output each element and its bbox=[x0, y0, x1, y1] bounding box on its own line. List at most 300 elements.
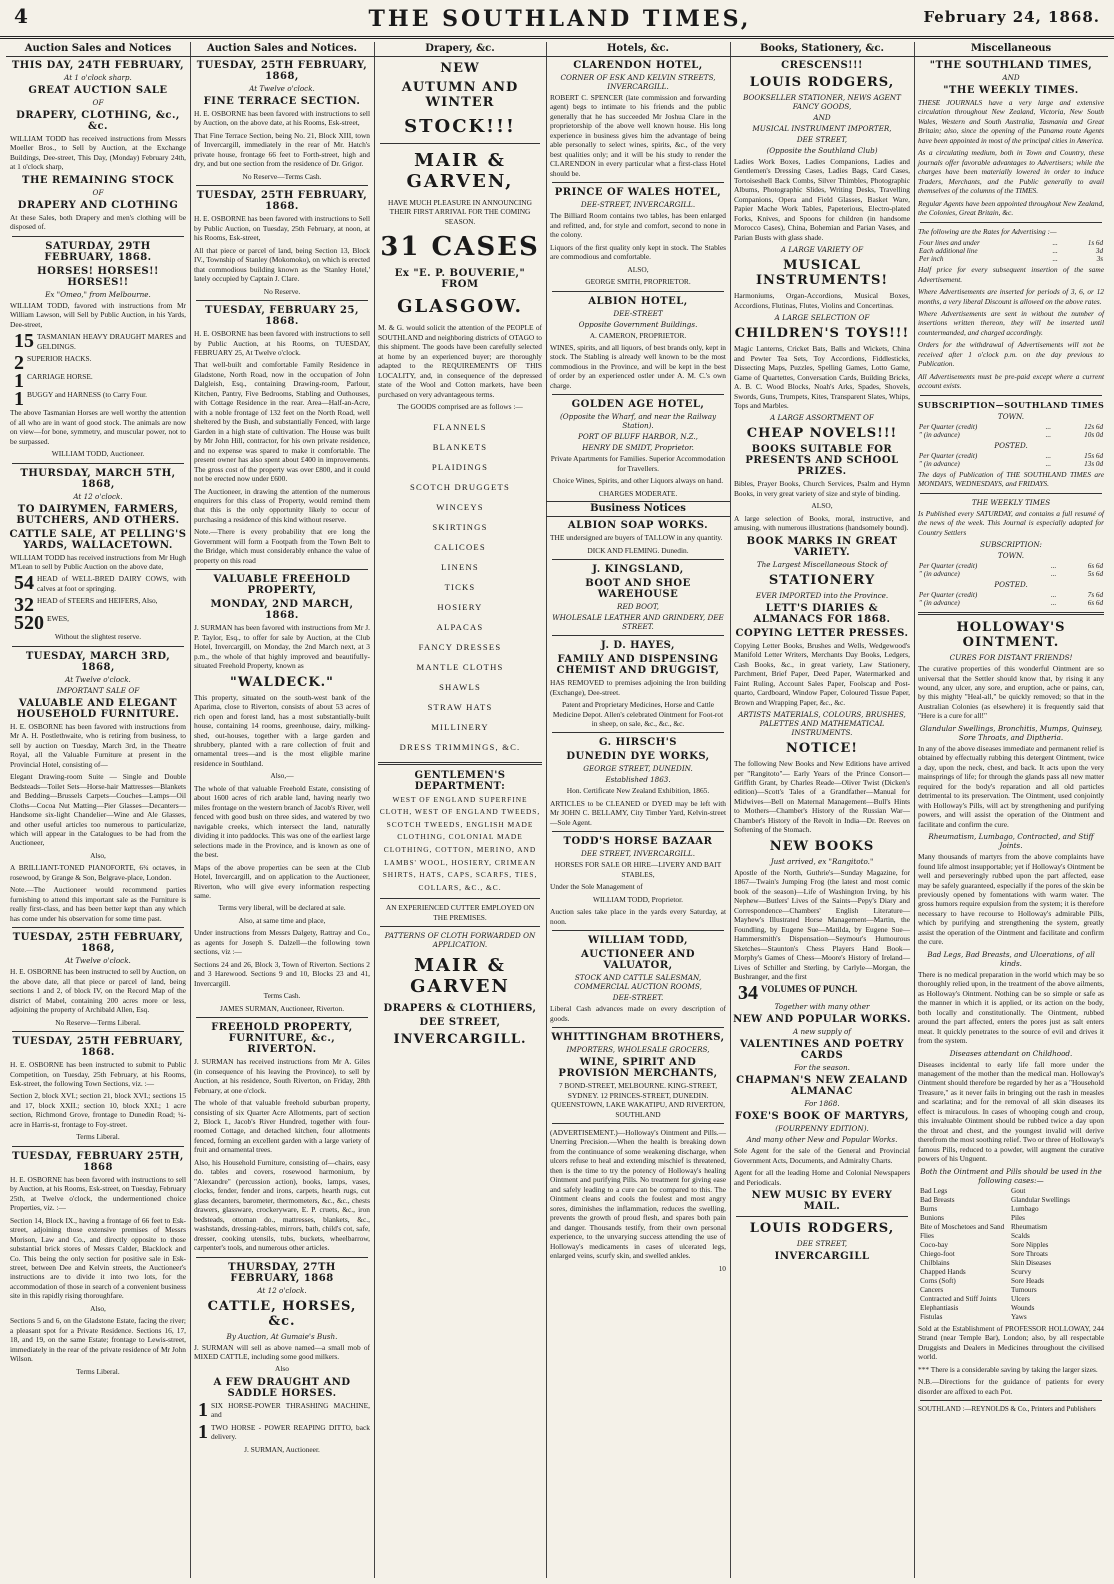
ailments-column bbox=[1011, 1187, 1102, 1322]
ad-terms: CHARGES MODERATE. bbox=[598, 488, 678, 498]
ad-heading: DRAPERY AND CLOTHING bbox=[17, 199, 179, 211]
ad-note: Note.—There is every probability that ere long the Government will form a Footpath from the Town Belt to the Bridge, which must considerably enhance the value of property on this road bbox=[194, 527, 370, 565]
ad-terms: Terms very liberal, will be declared at sale. bbox=[218, 903, 346, 913]
subscription-table bbox=[918, 562, 1104, 578]
ad-heading: NEW bbox=[440, 61, 480, 76]
column-books bbox=[730, 42, 915, 1578]
ad-time: At 12 o'clock. bbox=[257, 1285, 307, 1295]
goods-item: PLAIDINGS bbox=[431, 461, 489, 472]
ad-heading: GOLDEN AGE HOTEL, bbox=[571, 399, 705, 411]
ailment-item: Chiego-foot bbox=[920, 1249, 955, 1258]
ad-text: POSTED. bbox=[994, 580, 1028, 590]
ad-heading: TODD'S HORSE BAZAAR bbox=[563, 836, 713, 848]
table-cell: ... bbox=[1050, 599, 1057, 608]
ad-text: A new supply of bbox=[793, 1027, 851, 1037]
lot-count: 2 bbox=[14, 352, 24, 375]
ad-heading: VALENTINES AND POETRY CARDS bbox=[739, 1039, 905, 1062]
table-row bbox=[918, 452, 1104, 460]
ad-date: TUESDAY, 25TH FEBRUARY, 1868. bbox=[12, 1036, 184, 1059]
ad-heading: A FEW DRAUGHT AND SADDLE HORSES. bbox=[213, 1376, 351, 1399]
ad-heading: WHITTINGHAM BROTHERS, bbox=[551, 1032, 725, 1044]
table-cell: " (in advance) bbox=[918, 599, 960, 608]
lot-count: 34 bbox=[738, 982, 758, 1005]
ad-signature: WILLIAM TODD, Proprietor. bbox=[592, 894, 684, 904]
divider bbox=[12, 927, 184, 928]
ad-body: H. E. OSBORNE has been instructed to sell by Auction, on the above date, all that piece or parcel of land, being sections 1 and 2, of block IV, on the Record Map of the district of Mabel, containing 200 acres more or less, adjoining the property of Archibald Allen, Esq. bbox=[10, 967, 186, 1015]
lot-count: 15 bbox=[14, 330, 34, 353]
table-row bbox=[918, 255, 1104, 263]
ad-text: DRAPERS & CLOTHIERS, bbox=[383, 1003, 537, 1015]
ad-body: Auction sales take place in the yards every Saturday, at noon. bbox=[550, 907, 726, 926]
ad-body: Under the Sole Management of bbox=[550, 882, 643, 892]
divider bbox=[552, 394, 724, 395]
ailment-item: Bad Legs bbox=[920, 1186, 948, 1195]
ad-text: EVER IMPORTED into the Province. bbox=[755, 590, 889, 600]
table-cell: ... bbox=[1045, 430, 1051, 439]
ad-body: Half price for every subsequent insertion of the same Advertisement. bbox=[918, 265, 1104, 284]
ad-body: There is no medical preparation in the world which may be so thoroughly relied upon, in the treatment of the above ailments, as Holloway's Ointment. Nothing can be so simple or safe as the manner in which it is applied, or its action on the body, both locally and constitutionally. The Ointment, rubbed around the part affected, enters the pores just as salt enters meat. It quickly penetrates to the source of evil and drives it from the system. bbox=[918, 969, 1104, 1046]
ad-time: At Twelve o'clock. bbox=[65, 956, 131, 966]
ad-body: All Advertisements must be pre-paid except where a current account exists. bbox=[918, 371, 1104, 391]
lot-desc: HEAD of STEERS and HEIFERS, Also, bbox=[37, 596, 158, 606]
ad-body: Where Advertisements are inserted for periods of 3, 6, or 12 months, a very liberal Discount is allowed on the above rates. bbox=[918, 287, 1104, 306]
ad-text: The Largest Miscellaneous Stock of bbox=[756, 559, 888, 569]
ad-body: HAS REMOVED to premises adjoining the Iron building (Exchange), Dee-street. bbox=[550, 678, 726, 697]
ailment-item: Tumours bbox=[1011, 1285, 1037, 1294]
column-header: Books, Stationery, &c. bbox=[730, 42, 914, 57]
table-cell: ... bbox=[1045, 451, 1051, 460]
ad-body: J. SURMAN has received instructions from Mr A. Giles (in consequence of his leaving the Province), to sell by Auction, at his residence, South Riverton, on Friday, 28th February, at one o'clock. bbox=[194, 1057, 370, 1095]
ad-signature: GEORGE SMITH, PROPRIETOR. bbox=[585, 277, 691, 287]
ad-body: The Auctioneer, in drawing the attention of the numerous enquirers for this class of Property, would remind them that this is the only opportunity likely to occur of purchasing a residence of this kind without reserve. bbox=[194, 486, 370, 524]
ad-body: Maps of the above properties can be seen at the Club Hotel, Invercargill, and on application to the Auctioneer, Riverton, who will give every information respecting same. bbox=[194, 862, 370, 900]
divider bbox=[920, 493, 1102, 494]
lot-desc: EWES, bbox=[47, 614, 69, 624]
ad-heading: INVERCARGILL bbox=[774, 1251, 870, 1263]
divider bbox=[552, 635, 724, 636]
table-cell: Four lines and under bbox=[918, 239, 980, 248]
ad-time: At 12 o'clock. bbox=[73, 491, 123, 501]
ailment-item: Sore Heads bbox=[1011, 1276, 1044, 1285]
ad-text: DEE-STREET, INVERCARGILL. bbox=[580, 200, 696, 210]
ailment-item: Cancers bbox=[920, 1285, 944, 1294]
divider bbox=[12, 1031, 184, 1032]
ad-text: MUSICAL INSTRUMENT IMPORTER, bbox=[752, 124, 892, 133]
divider bbox=[380, 898, 540, 899]
divider bbox=[552, 1123, 724, 1124]
divider bbox=[196, 185, 368, 186]
ad-time: At Twelve o'clock. bbox=[249, 84, 315, 93]
ad-text: AND bbox=[813, 113, 831, 122]
property-name: "WALDECK." bbox=[230, 674, 334, 690]
ad-heading: NEW BOOKS bbox=[769, 838, 875, 854]
ad-heading: LETT'S DIARIES & ALMANACS FOR 1868. bbox=[753, 602, 891, 625]
table-cell: " (in advance) bbox=[918, 570, 960, 579]
ad-text: IMPORTERS, WHOLESALE GROCERS, bbox=[566, 1045, 710, 1055]
ad-heading: COPYING LETTER PRESSES. bbox=[735, 627, 909, 639]
ad-heading: TO DAIRYMEN, FARMERS, BUTCHERS, AND OTHERS. bbox=[16, 503, 180, 526]
column-header: Hotels, &c. bbox=[546, 42, 730, 57]
ad-heading: FOXE'S BOOK OF MARTYRS, bbox=[734, 1111, 909, 1123]
ad-signature: JAMES SURMAN, Auctioneer, Riverton. bbox=[219, 1003, 345, 1013]
ad-text: CURES FOR DISTANT FRIENDS! bbox=[949, 653, 1073, 663]
ad-body: H. E. OSBORNE has been favored with instructions from Mr A. H. Postlethwaite, who is retiring from business, to sell by auction on Tuesday, March 3rd, in the Theatre Royal, all the Valuable Furniture at present in the Provincial Hotel, consisting of— bbox=[10, 721, 186, 769]
ad-list: Section 2, block XVI.; section 21, block XVI.; sections 15 and 17, block XXII.; section 10, block XXI.; 1 acre section, Richmond Grove, frontage to Dunedin Road; ¼-acre in Harris-st, frontage to Foy-street. bbox=[10, 1091, 186, 1129]
ad-body: The following New Books and New Editions have arrived per "Rangitoto"— Early Years of the Prince Consort—Griffith Grant, by Charles Reade—Oliver Twist (Dicken's edition)—Scott's Tales of a Grandfather—Manual for Midwives—Bell on Maternal Management—Bull's Hints to Mothers—Chamber's History of the Russian War—Chamber's History of the Revolt in India—Dr. Reeves on Softening of the Stomach. bbox=[734, 759, 910, 835]
goods-item: SHAWLS bbox=[439, 681, 481, 692]
rates-table bbox=[918, 239, 1104, 263]
divider bbox=[378, 762, 542, 765]
table-cell: Per Quarter (credit) bbox=[918, 591, 978, 600]
divider bbox=[12, 463, 184, 464]
ad-body: H. E. OSBORNE has been favored with instructions to Sell by Public Auction, on Tuesday, 25th February, at noon, at his Rooms, Esk-street, bbox=[194, 214, 370, 243]
ad-body: Copying Letter Books, Brushes and Wells, Wedgewood's Manifold Letter Writers, Merchants Day Books, Ledgers, Cash Books, &c., in great variety, Law Stationery, Parchment, Brief Paper, Deed Paper, Watermarked and Faint Ruling, Account Sales Paper, Foolscap and Post-quarto, Cardboard, Window Paper, Coloured Tissue Paper, Brown and Wrapping Paper, &c., &c. bbox=[734, 640, 910, 707]
ad-body: A large selection of Books, moral, instructive, and amusing, with numerous illustrations (handsomely bound). bbox=[734, 513, 910, 533]
column-hotels bbox=[546, 42, 731, 1578]
ad-heading: THE WEEKLY TIMES bbox=[971, 497, 1051, 507]
table-cell: ... bbox=[1052, 255, 1058, 264]
ailment-item: Coco-bay bbox=[920, 1240, 948, 1249]
ad-date: TUESDAY, MARCH 3RD, 1868, bbox=[25, 650, 171, 673]
table-cell: ... bbox=[1045, 459, 1051, 468]
ad-list: That well-built and comfortable Family Residence in Gladstone, North Road, now in the occupation of John Dalgleish, Esq., containing Drawing-room, Parlour, Kitchen, Pantry, Five Bedrooms, Stabling and Outhouses, with Cottage Residence in the rear. Area—Half-an-Acre, with a noble frontage of 132 feet on the North Road, well sheltered by the Bush, and substantially Fenced, with large Garden in a high state of cultivation. The House was built by Mr John Hill, contractor, for his own private residence, and no expense was spared to make it comfortable. The present owner has also spent about £400 in improvements. The gross cost of the property was over £800, and it could not be erected now under £600. bbox=[194, 360, 370, 484]
ad-text: Opposite Government Buildings. bbox=[578, 319, 698, 329]
column-header: Auction Sales and Notices. bbox=[190, 42, 374, 57]
ailment-item: Chapped Hands bbox=[920, 1267, 966, 1276]
ad-heading: WILLIAM TODD, bbox=[587, 935, 689, 947]
goods-item: LINENS bbox=[441, 561, 479, 572]
ad-heading: STATIONERY bbox=[768, 572, 876, 588]
ad-text: TOWN. bbox=[997, 551, 1025, 561]
ad-body: Without the slightest reserve. bbox=[54, 632, 142, 642]
table-cell: 6s 6d bbox=[1087, 562, 1104, 571]
ad-body: WILLIAM TODD has received instructions from Mr Hugh M'Lean to sell by Public Auction on the above date, bbox=[10, 552, 186, 571]
ailment-item: Yaws bbox=[1011, 1312, 1027, 1321]
ad-time: At 1 o'clock sharp. bbox=[64, 73, 132, 82]
ad-heading: FINE TERRACE SECTION. bbox=[203, 96, 361, 107]
firm-name: LOUIS RODGERS, bbox=[749, 75, 895, 90]
divider bbox=[380, 926, 540, 927]
ad-text: (Opposite the Wharf, and near the Railway Station). bbox=[559, 412, 717, 431]
table-cell: ... bbox=[1050, 570, 1057, 579]
table-row bbox=[918, 431, 1104, 439]
divider bbox=[552, 732, 724, 733]
ad-body: Also, his Household Furniture, consisting of—chairs, easy do. tables and covers, rosewood harmonium, by "Alexandre" (percussion action), books, lamps, vases, clocks, fender, fender and irons, carpets, hearth rugs, cut glass decanters, barometer, thermometers, &c., &c., chests drawers, glassware, crockeryware, E. P. cruets, &c., iron bedsteads, ottoman do., mattresses, blankets, &c., washstands, dressing-tables, mirrors, bath, child's cot, safe, dresser, cooking utensils, tubs, buckets, wheelbarrow, carpenter's tools, and numerous other articles. bbox=[194, 1157, 370, 1253]
ad-text: DEE-STREET. bbox=[612, 993, 664, 1003]
ad-body: H. E. OSBORNE has been instructed to submit to Public Competition, on Tuesday, 25th February, at his Rooms, Esk-street, the following Town Sections, viz. :— bbox=[10, 1060, 186, 1088]
ad-heading: VALUABLE AND ELEGANT HOUSEHOLD FURNITURE. bbox=[16, 697, 180, 720]
ad-heading: CHEAP NOVELS!!! bbox=[746, 426, 898, 442]
ad-note: N.B.—Directions for the guidance of patients for every disorder are affixed to each Pot. bbox=[918, 1377, 1104, 1396]
table-cell: 5s 6d bbox=[1087, 570, 1104, 579]
ad-heading: BOOK MARKS IN GREAT VARIETY. bbox=[746, 535, 898, 558]
ad-text: Also, bbox=[90, 1303, 106, 1313]
ad-date: THURSDAY, MARCH 5TH, 1868, bbox=[20, 467, 176, 490]
ad-subheading: Glandular Swellings, Bronchitis, Mumps, Quinsey, Sore Throats, and Diptheria. bbox=[919, 723, 1103, 742]
ad-list: All that piece or parcel of land, being Section 13, Block IV., Township of Stanley (Mokomoko), on which is erected that commodious building known as the 'Stanley Hotel,' lately occupied by Captain J. Clare. bbox=[194, 245, 370, 284]
lot-count: 1 bbox=[198, 1420, 208, 1443]
masthead bbox=[0, 0, 1114, 39]
ailment-item: Sore Nipples bbox=[1011, 1240, 1049, 1249]
ad-heading: NEW AND POPULAR WORKS. bbox=[733, 1014, 911, 1026]
ad-body: Magic Lanterns, Cricket Bats, Balls and Wickets, China and Pewter Tea Sets, Toy Accordions, Fiddlesticks, Dissecting Maps, Puzzles, Spelling Games, Lotto Game, Game of Quartettes, Conversation Cards, Building Bricks, A. B. C. Wood Blocks, Noah's Arks, Spades, Shovels, Swords, Guns, Trumpets, Kites, Transparent Slates, Whips, Tops and Marbles. bbox=[734, 344, 910, 410]
ad-heading: AUCTIONEER AND VALUATOR, bbox=[580, 949, 696, 972]
divider bbox=[196, 300, 368, 301]
ad-body: Patent and Proprietary Medicines, Horse and Cattle Medicine Depot. Allen's celebrated Ointment for Foot-rot in sheep, on sale, &c., &c., &c. bbox=[552, 700, 724, 728]
ad-body: HORSES FOR SALE OR HIRE—LIVERY AND BAIT STABLES, bbox=[554, 860, 722, 879]
divider bbox=[12, 646, 184, 647]
table-row bbox=[918, 562, 1104, 570]
ad-heading: AUTUMN AND WINTER bbox=[401, 80, 519, 110]
table-cell: ... bbox=[1052, 247, 1058, 256]
goods-item: MILLINERY bbox=[431, 721, 489, 732]
ad-subheading: Diseases attendant on Childhood. bbox=[949, 1048, 1073, 1058]
ad-date: THURSDAY, 27TH FEBRUARY, 1868 bbox=[228, 1261, 336, 1284]
ad-text: DEE STREET, bbox=[796, 135, 848, 144]
ad-text: WHOLESALE LEATHER AND GRINDERY, DEE STREET. bbox=[552, 613, 724, 632]
ad-body: Orders for the withdrawal of Advertisements will not be received after 1 o'clock p.m. on the day previous to Publication. bbox=[918, 340, 1104, 369]
column-header: Drapery, &c. bbox=[374, 42, 546, 57]
lot-desc: CARRIAGE HORSE. bbox=[27, 372, 93, 382]
divider bbox=[380, 143, 540, 144]
table-row bbox=[918, 247, 1104, 255]
ad-terms: No Reserve—Terms Cash. bbox=[242, 171, 322, 181]
ad-heading: J. KINGSLAND, bbox=[592, 564, 684, 576]
ad-terms: Terms Liberal. bbox=[76, 1132, 120, 1142]
ad-heading: THE REMAINING STOCK bbox=[22, 174, 174, 186]
ailment-item: Ulcers bbox=[1011, 1294, 1030, 1303]
ad-heading: 31 CASES bbox=[380, 232, 540, 263]
column-header: Auction Sales and Notices bbox=[6, 42, 190, 57]
ad-heading: ALBION HOTEL, bbox=[588, 295, 688, 307]
table-cell: 3s bbox=[1096, 255, 1104, 264]
subscription-table bbox=[918, 423, 1104, 439]
table-cell: Per Quarter (credit) bbox=[918, 562, 978, 571]
ad-list: Section 14, Block IX., having a frontage of 66 feet to Esk-street, adjoining those extensive premises of Messrs Morison, Law and Co., and directly opposite to those substantial brick stores of Messrs Calder, Blacklock and Co. This being the only section for positive sale in Esk-street, between Dee and Kelvin streets, the Auctioneer's instructions are to divide it into two lots, for the accommodation of those in search of a convenient business site in this rapidly rising thoroughfare. bbox=[10, 1215, 186, 1301]
ailment-item: Rheumatism bbox=[1011, 1222, 1048, 1231]
ad-list: Elegant Drawing-room Suite — Single and Double Bedsteads—Toilet Sets—Horse-hair Mattresses—Blankets and Bedding—Brussels Carpets—Couches—Lamps—Oil Cloths—Cocoa Nut Matting—Pier Glasses—Decanters—Handsome six-light Chandelier—Wine and Ale Glasses, and other useful articles too numerous to particularize, which will appear in the Catalogues to be had from the Auctioneer, bbox=[10, 772, 186, 848]
ad-signature: J. SURMAN, Auctioneer. bbox=[244, 1444, 320, 1454]
ad-text: AN EXPERIENCED CUTTER EMPLOYED ON THE PREMISES. bbox=[385, 903, 535, 922]
ad-text: ALSO, bbox=[811, 501, 833, 511]
page-number: 4 bbox=[14, 4, 28, 28]
ad-heading: SUBSCRIPTION—SOUTHLAND TIMES bbox=[917, 399, 1105, 410]
column-miscellaneous bbox=[914, 42, 1108, 1578]
ad-date: MONDAY, 2ND MARCH, 1868. bbox=[210, 599, 354, 622]
ailment-item: Elephantiasis bbox=[920, 1303, 959, 1312]
ad-heading: "THE WEEKLY TIMES. bbox=[943, 85, 1079, 96]
ad-heading: CATTLE SALE, AT PELLING'S YARDS, WALLACETOWN. bbox=[9, 528, 187, 551]
ad-text: DEE STREET, bbox=[419, 1017, 501, 1029]
ad-text: Established 1863. bbox=[605, 775, 671, 785]
goods-item: HOSIERY bbox=[437, 601, 483, 612]
subscription-table bbox=[918, 591, 1104, 607]
table-row bbox=[918, 591, 1104, 599]
divider bbox=[196, 1257, 368, 1258]
ad-text: BOOKSELLER STATIONER, NEWS AGENT FANCY GOODS, bbox=[743, 93, 901, 111]
ad-body: The whole of that valuable Freehold Estate, consisting of about 1600 acres of rich arable land, having nearly two miles frontage on the western branch of Jacob's River, well fenced with good bush on three sides, and watered by two navigable creeks, which intersect the land, naturally dividing it into paddocks. This was one of the earliest large selections made in the Province, and is known as one of the best. bbox=[194, 783, 370, 860]
ad-text: STOCK AND CATTLE SALESMAN, COMMERCIAL AUCTION ROOMS, bbox=[574, 973, 702, 992]
ad-heading: FREEHOLD PROPERTY, FURNITURE, &c., RIVERTON. bbox=[211, 1022, 353, 1056]
ad-text: OF bbox=[92, 187, 104, 197]
ad-signature: HENRY DE SMIDT, Proprietor. bbox=[582, 443, 694, 453]
ad-date: TUESDAY, 25TH FEBRUARY, 1868, bbox=[12, 932, 184, 955]
ad-body: Ladies Work Boxes, Ladies Companions, Ladies and Gentlemen's Dressing Cases, Ladies Bags, Card Cases, Tortoiseshell Back Combs, Silver Thimbles, Photographic Albums, Photographic Slides, Writing Desks, Travelling Companions, Opera and Field Glasses, Basket Ware, Papier Mache Work Tables, Papeterious, Electro-plated Forks, Knives, and Spoons for children (in handsome Morocco Cases), China, Bohemian and Parian Vases, and Parian Busts with glass shade. bbox=[734, 157, 910, 242]
ad-body: The curative properties of this wonderful Ointment are so universal that the Settler should know that, by rising it any wound, any ulcer, any sore, and eruption, ache or pains, can, by this mighty "Heal-all," be quickly removed; so that in the Australian Colonies (as elsewhere) it is frequently said that "Here is a cure for all!" bbox=[918, 664, 1104, 721]
ad-text: OF bbox=[92, 98, 104, 107]
ad-text: IMPORTANT SALE OF bbox=[56, 685, 140, 695]
ad-body: This property, situated on the south-west bank of the Aparima, close to Riverton, consists of about 53 acres of rich open and forest land, has a most substantially-built house, containing 14 rooms, greenhouse, dairy, milking-shed, out-houses, together with a large garden and shrubbery, planted with a rare collection of fruit and ornamental trees—and is the most eligible marine residence in Southland. bbox=[194, 692, 370, 768]
ad-list: Sections 24 and 26, Block 3, Town of Riverton. Sections 2 and 3 Harewood. Sections 9 and 10, Blocks 23 and 41, Invercargill. bbox=[194, 959, 370, 988]
ad-heading: BOOT AND SHOE WAREHOUSE bbox=[585, 578, 691, 601]
ailment-item: Glandular Swellings bbox=[1011, 1195, 1070, 1204]
ad-text: By Auction, At Gumaie's Bush. bbox=[226, 1331, 338, 1341]
ailment-item: Bad Breasts bbox=[920, 1195, 955, 1204]
column-auction-2 bbox=[190, 42, 375, 1578]
ad-subheading: Both the Ointment and Pills should be used in the following cases:— bbox=[920, 1166, 1102, 1185]
table-row bbox=[918, 423, 1104, 431]
divider bbox=[552, 182, 724, 183]
ailment-item: Scalds bbox=[1011, 1231, 1030, 1240]
printer-imprint: SOUTHLAND :—REYNOLDS & Co., Printers and Publishers bbox=[918, 1404, 1096, 1413]
ad-number: 10 bbox=[718, 1263, 726, 1273]
ad-text: DEE STREET, bbox=[796, 1239, 848, 1249]
ad-subheading: Rheumatism, Lumbago, Contracted, and Stiff Joints. bbox=[928, 832, 1094, 851]
ad-text: POSTED. bbox=[994, 440, 1028, 450]
ailment-item: Sore Throats bbox=[1011, 1249, 1048, 1258]
ad-body: WINES, spirits, and all liquors, of best brands only, kept in stock. The Stabling is already well known to be the most commodious in the Province, and will be kept in the best of order by an experienced ostler under A. M. C.'s own charge. bbox=[550, 342, 726, 390]
goods-item: ALPACAS bbox=[436, 621, 484, 632]
ad-heading: NEW MUSIC BY EVERY MAIL. bbox=[751, 1190, 893, 1213]
divider bbox=[552, 291, 724, 292]
table-cell: 13s 0d bbox=[1084, 459, 1104, 468]
ad-body: M. & G. would solicit the attention of the PEOPLE of SOUTHLAND and neighboring districts of OTAGO to this shipment. The goods have been carefully selected at home by an experienced buyer; are thoroughly adapted to the REQUIREMENTS OF THIS LOCALITY, and, in consequence of the depressed state of the Wool and Cotton markets, have been purchased on very advantageous terms. bbox=[378, 323, 542, 399]
divider bbox=[196, 1017, 368, 1018]
divider bbox=[12, 236, 184, 237]
column-header: Miscellaneous bbox=[914, 42, 1108, 57]
ad-note: *** There is a considerable saving by taking the larger sizes. bbox=[918, 1364, 1098, 1374]
ad-time: At Twelve o'clock. bbox=[65, 674, 131, 684]
ad-text: Also bbox=[275, 1364, 289, 1374]
ad-body: Liquors of the first quality only kept in stock. The Stables are commodious and comfortable. bbox=[550, 242, 726, 262]
lot-desc: TWO HORSE - POWER REAPING DITTO, back delivery. bbox=[211, 1422, 370, 1442]
table-cell: 6s 6d bbox=[1087, 599, 1104, 608]
ad-body: Where Advertisements are sent in without the number of insertions written thereon, they will be inserted until countermanded, and charged accordingly. bbox=[918, 308, 1104, 337]
ad-heading: GLASGOW. bbox=[397, 296, 523, 318]
firm-name: MAIR & GARVEN bbox=[410, 955, 510, 998]
ad-text: Also, at same time and place, bbox=[238, 915, 326, 925]
table-row bbox=[918, 599, 1104, 607]
table-cell: 10s 0d bbox=[1084, 430, 1104, 439]
goods-item: SKIRTINGS bbox=[432, 521, 488, 532]
ad-text: ALSO, bbox=[627, 264, 649, 274]
table-cell: 7s 6d bbox=[1087, 591, 1104, 600]
ad-date: TUESDAY, 25TH FEBRUARY, 1868, bbox=[196, 60, 368, 82]
ad-text: AND bbox=[1002, 73, 1020, 82]
ad-signature: A. CAMERON, PROPRIETOR. bbox=[589, 330, 687, 340]
lot-count: 54 bbox=[14, 572, 34, 595]
lot-count: 1 bbox=[14, 370, 24, 393]
ad-text: 7 BOND-STREET, MELBOURNE. KING-STREET, SYDNEY. 12 PRINCES-STREET, DUNEDIN. QUEENSTOWN, LAKE WAKATIPU, AND RIVERTON, SOUTHLAND bbox=[551, 1081, 725, 1119]
column-drapery bbox=[374, 42, 547, 1578]
ad-heading: "THE SOUTHLAND TIMES, bbox=[929, 60, 1093, 71]
ailments-column bbox=[920, 1187, 1011, 1322]
ad-text: SUBSCRIPTION: bbox=[980, 540, 1042, 550]
ad-heading: WINE, SPIRIT AND PROVISION MERCHANTS, bbox=[558, 1057, 718, 1080]
goods-item: FANCY DRESSES bbox=[418, 641, 502, 652]
table-cell: Per Quarter (credit) bbox=[918, 422, 978, 431]
ad-body: The whole of that valuable freehold suburban property, consisting of six Quarter Acre Allotments, part of section 2, Block I., Jacob's River Hundred, together with four-roomed Cottage, and detached kitchen, four allotments fenced, forming an excellent garden with a large variety of fruit and ornamental trees. bbox=[194, 1098, 370, 1155]
ad-text: DEE-STREET bbox=[613, 308, 663, 318]
ad-text: The GOODS comprised are as follows :— bbox=[397, 402, 523, 412]
ad-body: Apostle of the North, Guthrie's—Sunday Magazine, for 1867—Twain's Jumping Frog (the latest and most comic book of the season)—Life of Washington Irving, by his Nephew—Butlers' Lives of the Saints—Pepy's Diary and Correspondence—Chambers' English Literature—Mayhew's Illustrated Horse Management—Martin, the Foundling, by Eugene Sue—Matilda, by Eugene Sue—Hammersmith's Dispensation—Seymour's Humourous Sketches—Staunton's Chess Players Hand Book—Morphy's Games of Chess—Moore's History of Ireland—Lives of Schiller and Sterling, by Carlyle—Morgan, the Bushranger, and the first bbox=[734, 867, 910, 981]
ad-body: THE undersigned are buyers of TALLOW in any quantity. bbox=[550, 533, 723, 543]
ad-text: For the season. bbox=[794, 1063, 850, 1073]
ad-heading: PRINCE OF WALES HOTEL, bbox=[554, 187, 722, 199]
divider bbox=[920, 222, 1102, 223]
ad-text: Together with many other bbox=[774, 1002, 870, 1012]
ad-body: Agent for all the leading Home and Colonial Newspapers and Periodicals. bbox=[734, 1168, 910, 1187]
ad-body: WEST OF ENGLAND SUPERFINE CLOTH, WEST OF ENGLAND TWEEDS, SCOTCH TWEEDS, ENGLISH MADE CLOTHING, COLONIAL MADE CLOTHING, COTTON, MERINO, AND LAMBS' WOOL, HOSIERY, CRIMEAN SHIRTS, HATS, CAPS, SCARFS, TIES, COLLARS, &C., &C. bbox=[379, 794, 541, 892]
ad-body: ARTICLES to be CLEANED or DYED may be left with Mr JOHN C. BELLAMY, City Timber Yard, Kelvin-street—Sole Agent. bbox=[550, 798, 726, 827]
lot-count: 520 bbox=[14, 612, 44, 635]
goods-item: MANTLE CLOTHS bbox=[416, 661, 504, 672]
lot-count: 1 bbox=[198, 1398, 208, 1421]
ad-body: Harmoniums, Organ-Accordions, Musical Boxes, Accordions, Flutinas, Flutes, Violins and Concertinas. bbox=[734, 291, 910, 310]
ad-text: Ex "E. P. BOUVERIE," FROM bbox=[394, 268, 526, 291]
ad-heading: ALBION SOAP WORKS. bbox=[567, 520, 709, 532]
divider bbox=[552, 559, 724, 560]
ad-heading: NOTICE! bbox=[786, 741, 858, 757]
ad-text: A LARGE SELECTION OF bbox=[774, 313, 870, 323]
ad-body: Liberal Cash advances made on every description of goods. bbox=[550, 1004, 726, 1023]
table-cell: Per Quarter (credit) bbox=[918, 451, 978, 460]
ad-body: H. E. OSBORNE has been favored with instructions to sell by Auction, on the above date, at his Rooms, Esk-street, bbox=[194, 109, 370, 128]
ad-body: WILLIAM TODD, favored with instructions from Mr William Lawson, will Sell by Public Auction, in his Yards, Dee-street, bbox=[10, 300, 186, 329]
firm-name: LOUIS RODGERS, bbox=[749, 1221, 895, 1237]
goods-item: CALICOES bbox=[434, 541, 486, 552]
divider bbox=[918, 612, 1104, 615]
ad-subheading: Bad Legs, Bad Breasts, and Ulcerations, of all kinds. bbox=[927, 949, 1095, 968]
ad-heading: DRAPERY, CLOTHING, &c., &c. bbox=[16, 110, 180, 132]
ad-body: HAVE MUCH PLEASURE IN ANNOUNCING THEIR FIRST ARRIVAL FOR THE COMING SEASON. bbox=[388, 198, 532, 226]
ad-terms: Terms Liberal. bbox=[76, 1366, 120, 1376]
ad-body: Diseases incidental to early life fall more under the management of the mother than the medical man. Holloway's Ointment should therefore be regarded by her as a "Household Treasure," as it never fails in bringing out the rash in measles and scarlatina; and for the removal of all skin diseases its effect is miraculous. In cases of whooping cough and croup, this invaluable Ointment should be rubbed twice a day upon the throat and chest, and the youngest invalid will derive therefrom the most soothing relief. Two or three of Holloway's famous Pills, reduced to a powder, will augment the curative powers of his Unguent. bbox=[918, 1059, 1104, 1164]
issue-date: February 24, 1868. bbox=[923, 8, 1100, 26]
table-cell: ... bbox=[1050, 562, 1057, 571]
ad-terms: No Reserve—Terms Liberal. bbox=[55, 1017, 141, 1027]
columns bbox=[6, 42, 1108, 1580]
ad-body: Sold at the Establishment of PROFESSOR HOLLOWAY, 244 Strand (near Temple Bar), London; also, by all respectable Druggists and Dealers in Medicines throughout the civilised world. bbox=[918, 1323, 1104, 1362]
ad-heading: INVERCARGILL. bbox=[393, 1032, 527, 1048]
ad-heading: BOOKS SUITABLE FOR PRESENTS AND SCHOOL PRIZES. bbox=[745, 444, 899, 478]
ad-body: As a circulating medium, both in Town and Country, these journals offer favorable advantages to Advertisers; while the charges have been materially lowered in order to induce Traders, Merchants, and the Public generally to avail themselves of the columns of the TIMES. bbox=[918, 148, 1104, 196]
newspaper-title: THE SOUTHLAND TIMES, bbox=[368, 6, 752, 32]
goods-item: SCOTCH DRUGGETS bbox=[410, 481, 510, 492]
ad-terms: No Reserve. bbox=[263, 286, 301, 296]
lot-desc: SUPERIOR HACKS. bbox=[27, 354, 92, 364]
ad-text: PATTERNS OF CLOTH FORWARDED ON APPLICATION. bbox=[384, 931, 536, 950]
column-auction-1 bbox=[6, 42, 191, 1578]
divider bbox=[196, 569, 368, 570]
ad-heading: DUNEDIN DYE WORKS, bbox=[566, 751, 710, 763]
ad-text: TOWN. bbox=[997, 411, 1025, 421]
column-subheader: Business Notices bbox=[546, 501, 730, 517]
ailment-item: Wounds bbox=[1011, 1303, 1035, 1312]
ad-signature: DICK AND FLEMING. Dunedin. bbox=[587, 545, 689, 555]
table-row bbox=[918, 239, 1104, 247]
ad-heading: STOCK!!! bbox=[404, 116, 516, 137]
